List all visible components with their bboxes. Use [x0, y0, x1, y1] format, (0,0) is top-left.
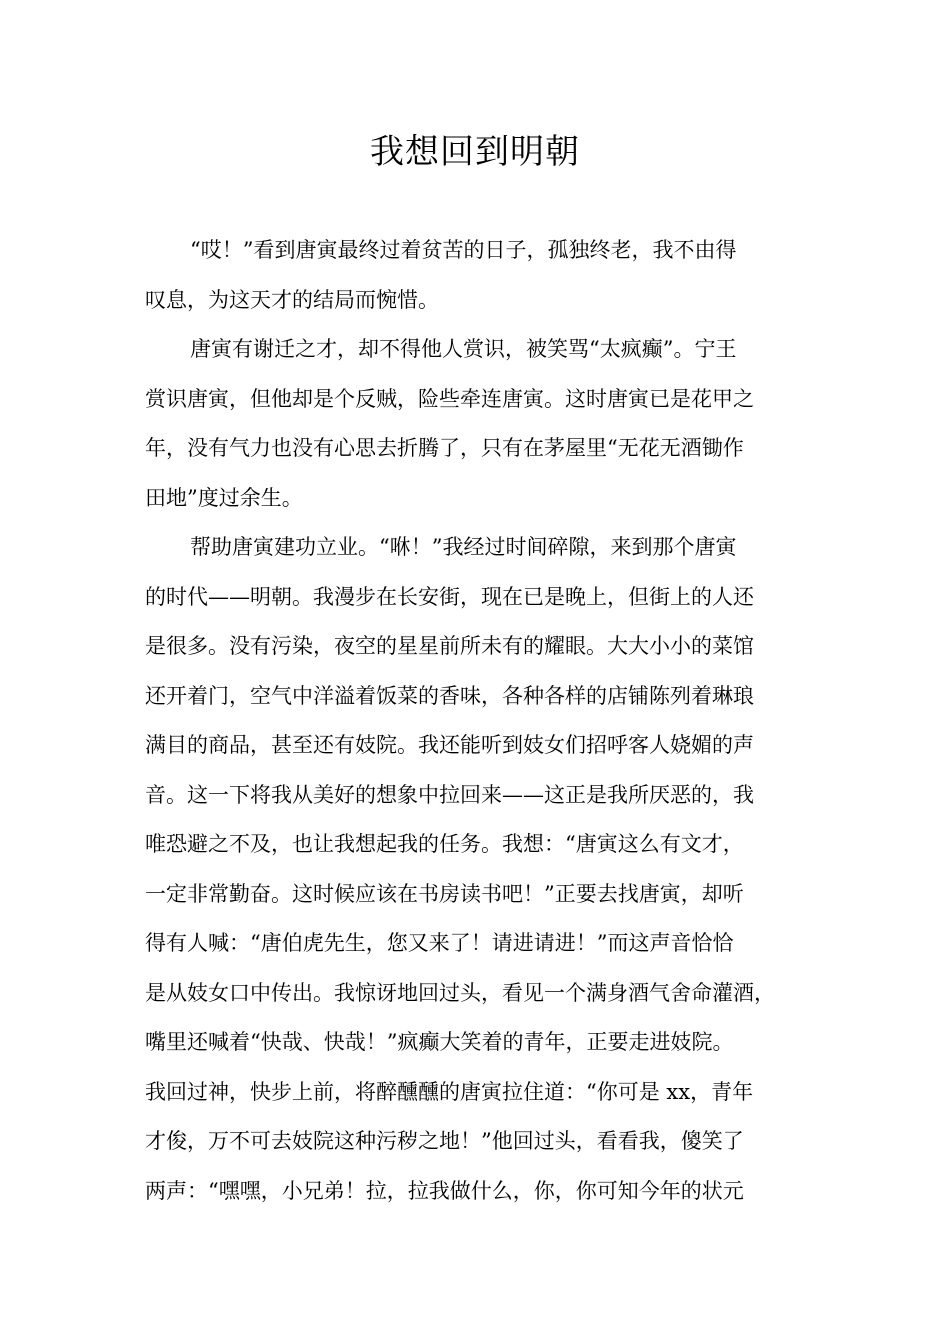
document-title: 我想回到明朝	[370, 132, 580, 172]
text-line: 一定非常勤奋。这时候应该在书房读书吧！”正要去找唐寅，却听	[145, 881, 744, 906]
text-line: 是从妓女口中传出。我惊讶地回过头，看见一个满身酒气舍命灌酒，	[145, 980, 775, 1005]
text-line: 田地”度过余生。	[145, 485, 303, 510]
text-line: 嘴里还喊着“快哉、快哉！”疯癫大笑着的青年，正要走进妓院。	[145, 1030, 734, 1054]
text-line: 才俊，万不可去妓院这种污秽之地！”他回过头，看看我，傻笑了	[145, 1129, 744, 1153]
text-line: 音。这一下将我从美好的想象中拉回来——这正是我所厌恶的，我	[145, 782, 754, 807]
text-line: 唐寅有谢迁之才，却不得他人赏识，被笑骂“太疯癫”。宁王	[190, 337, 737, 361]
text-line: 赏识唐寅，但他却是个反贼，险些牵连唐寅。这时唐寅已是花甲之	[145, 386, 754, 411]
text-line: 叹息，为这天才的结局而惋惜。	[145, 287, 439, 312]
text-line: 唯恐避之不及，也让我想起我的任务。我想：“唐寅这么有文才，	[145, 832, 744, 856]
text-line: 两声：“嘿嘿，小兄弟！拉，拉我做什么，你，你可知今年的状元	[145, 1178, 744, 1203]
document-body	[145, 226, 815, 1216]
text-line: 是很多。没有污染，夜空的星星前所未有的耀眼。大大小小的菜馆	[145, 634, 754, 658]
text-line: 的时代——明朝。我漫步在长安街，现在已是晚上，但街上的人还	[145, 584, 754, 609]
text-line: 我回过神，快步上前，将醉醺醺的唐寅拉住道：“你可是 xx，青年	[145, 1079, 754, 1104]
text-line: 帮助唐寅建功立业。“咻！”我经过时间碎隙，来到那个唐寅	[190, 535, 737, 559]
text-line: 得有人喊：“唐伯虎先生，您又来了！请进请进！”而这声音恰恰	[145, 931, 734, 955]
text-line: 还开着门，空气中洋溢着饭菜的香味，各种各样的店铺陈列着琳琅	[145, 683, 754, 708]
text-line: “哎！”看到唐寅最终过着贫苦的日子，孤独终老，我不由得	[190, 238, 737, 262]
text-line: 年，没有气力也没有心思去折腾了，只有在茅屋里“无花无酒锄作	[145, 436, 744, 460]
text-line: 满目的商品，甚至还有妓院。我还能听到妓女们招呼客人娆媚的声	[145, 733, 754, 757]
